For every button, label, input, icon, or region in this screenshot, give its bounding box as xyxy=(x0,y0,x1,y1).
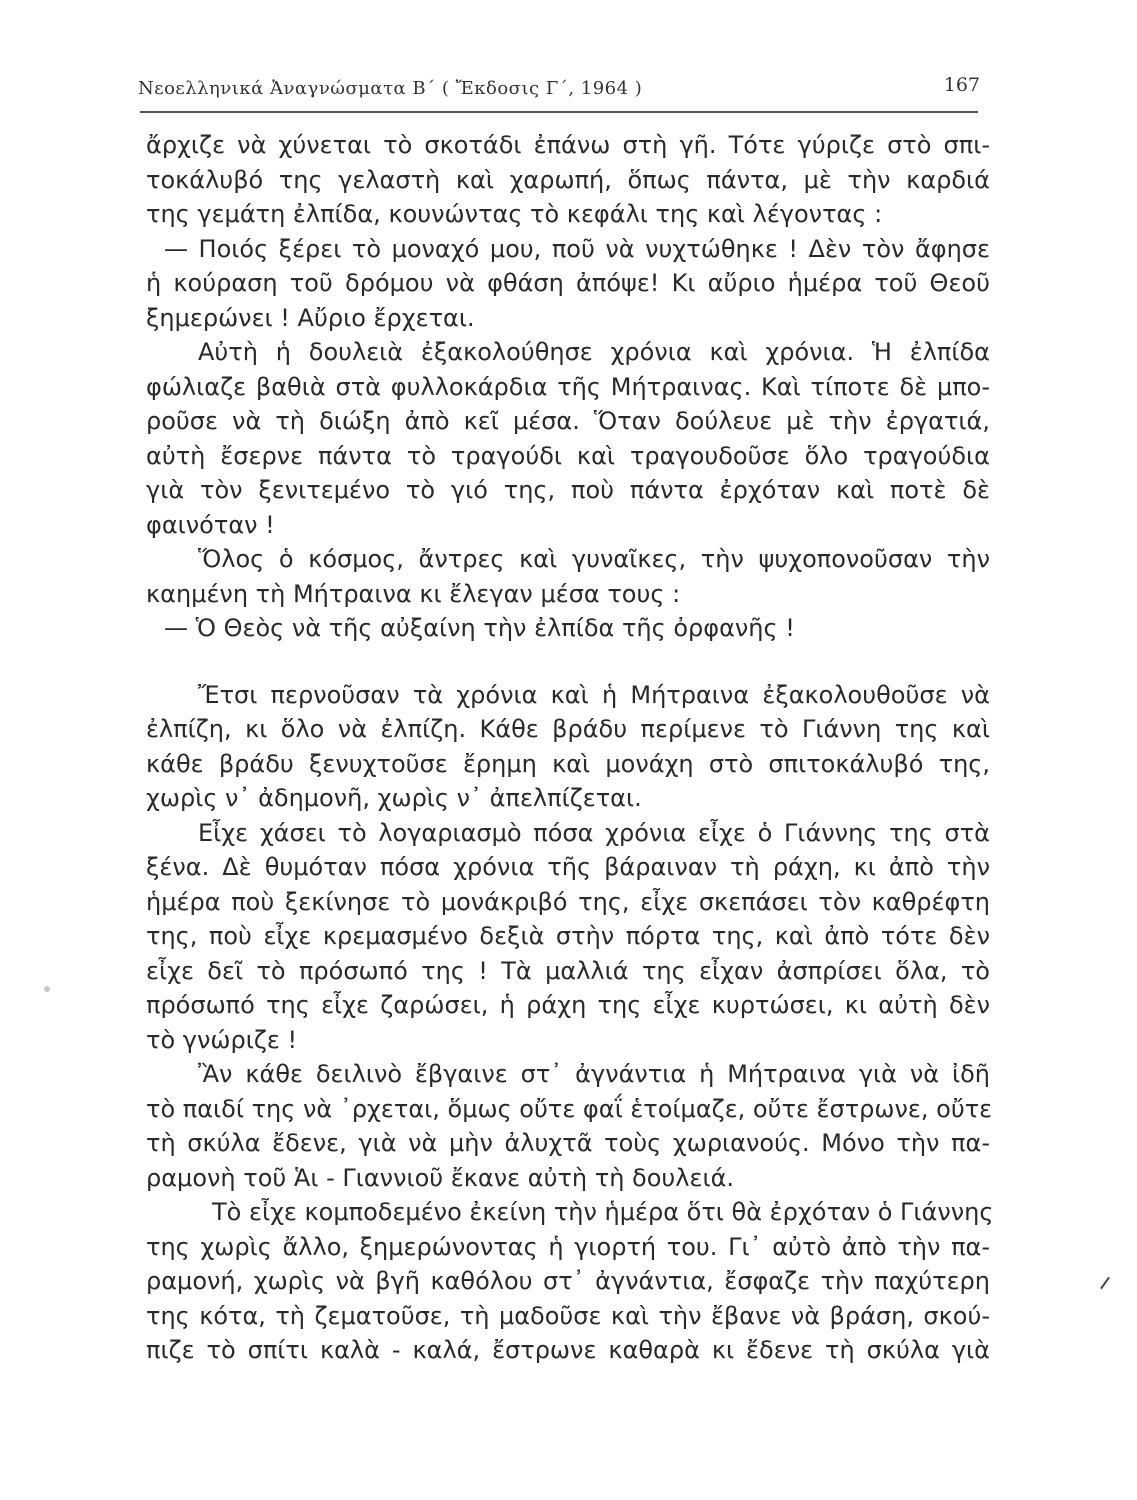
page-header xyxy=(138,74,980,108)
dialogue-line: — Ποιός ξέρει τὸ μοναχό μου, ποῦ νὰ νυχτώθηκε ! Δὲν τὸν ἄφησε xyxy=(164,234,990,263)
text-line: Ἔτσι περνοῦσαν τὰ χρόνια καὶ ἡ Μήτραινα ἐξακολουθοῦσε νὰ xyxy=(198,680,990,709)
text-line: χωρὶς ν᾽ ἀδημονῆ, χωρὶς ν᾽ ἀπελπίζεται. xyxy=(146,784,642,812)
text-line: Ὅλος ὁ κόσμος, ἄντρες καὶ γυναῖκες, τὴν ψυχοπονοῦσαν τὴν xyxy=(198,545,990,573)
text-line: πρόσωπό της εἶχε ζαρώσει, ἡ ράχη της εἶχε κυρτώσει, κι αὐτὴ δὲν xyxy=(146,991,990,1019)
text-line: ἐλπίζη, κι ὅλο νὰ ἐλπίζη. Κάθε βράδυ περίμενε τὸ Γιάννη της καὶ xyxy=(146,715,990,743)
text-line: κάθε βράδυ ξενυχτοῦσε ἔρημη καὶ μονάχη στὸ σπιτοκάλυβό της, xyxy=(146,749,990,778)
text-line: Εἶχε χάσει τὸ λογαριασμὸ πόσα χρόνια εἶχε ὁ Γιάννης της στὰ xyxy=(198,818,990,847)
text-line: τοκάλυβό της γελαστὴ καὶ χαρωπή, ὅπως πάντα, μὲ τὴν καρδιά xyxy=(146,165,990,194)
text-line: ξένα. Δὲ θυμόταν πόσα χρόνια τῆς βάραιναν τὴ ράχη, κι ἀπὸ τὴν xyxy=(146,853,990,881)
text-line: ραμονή, χωρὶς νὰ βγῆ καθόλου στ᾽ ἀγνάντια, ἔσφαζε τὴν παχύτερη xyxy=(146,1267,990,1295)
page-number: 167 xyxy=(943,74,980,96)
text-line: της γεμάτη ἐλπίδα, κουνώντας τὸ κεφάλι της καὶ λέγοντας : xyxy=(146,200,883,228)
text-line: τὴ σκύλα ἔδενε, γιὰ νὰ μὴν ἀλυχτᾶ τοὺς χωριανούς. Μόνο τὴν πα- xyxy=(146,1129,990,1157)
text-line: εἶχε δεῖ τὸ πρόσωπό της ! Τὰ μαλλιά της εἶχαν ἀσπρίσει ὅλα, τὸ xyxy=(146,956,990,985)
text-line: γιὰ τὸν ξενιτεμένο τὸ γιό της, ποὺ πάντα ἐρχόταν καὶ ποτὲ δὲ xyxy=(146,476,990,504)
text-line: φαινόταν ! xyxy=(146,510,275,539)
text-line: Τὸ εἶχε κομποδεμένο ἐκείνη τὴν ἡμέρα ὅτι θὰ ἐρχόταν ὁ Γιάννης xyxy=(212,1198,994,1226)
text-line: της χωρὶς ἄλλο, ξημερώνοντας ἡ γιορτή του. Γι᾽ αὐτὸ ἀπὸ τὴν πα- xyxy=(146,1232,990,1261)
text-line: τὸ γνώριζε ! xyxy=(146,1025,298,1054)
text-line: Ἂν κάθε δειλινὸ ἔβγαινε στ᾽ ἀγνάντια ἡ Μήτραινα γιὰ νὰ ἰδῆ xyxy=(198,1060,990,1088)
text-line: ραμονὴ τοῦ Ἁι - Γιαννιοῦ ἔκανε αὐτὴ τὴ δουλειά. xyxy=(146,1163,735,1192)
running-title: Νεοελληνικά Ἀναγνώσματα Β΄ ( Ἔκδοσις Γ΄, 1964 ) xyxy=(138,78,643,99)
section-gap xyxy=(146,646,990,678)
scan-mark xyxy=(1100,1277,1110,1290)
text-line: ἡμέρα ποὺ ξεκίνησε τὸ μονάκριβό της, εἶχε σκεπάσει τὸν καθρέφτη xyxy=(146,887,990,916)
dialogue-line: — Ὁ Θεὸς νὰ τῆς αὐξαίνη τὴν ἐλπίδα τῆς ὀρφανῆς ! xyxy=(164,614,795,642)
text-line: ἄρχιζε νὰ χύνεται τὸ σκοτάδι ἐπάνω στὴ γῆ. Τότε γύριζε στὸ σπι- xyxy=(146,131,990,159)
text-line: πιζε τὸ σπίτι καλὰ - καλά, ἔστρωνε καθαρὰ κι ἔδενε τὴ σκύλα γιὰ xyxy=(146,1336,990,1364)
text-line: καημένη τὴ Μήτραινα κι ἔλεγαν μέσα τους : xyxy=(146,579,681,608)
text-line: της, ποὺ εἶχε κρεμασμένο δεξιὰ στὴν πόρτα της, καὶ ἀπὸ τότε δὲν xyxy=(146,922,990,950)
text-line: ἡ κούραση τοῦ δρόμου νὰ φθάση ἀπόψε! Κι αὔριο ἡμέρα τοῦ Θεοῦ xyxy=(146,269,990,297)
header-rule xyxy=(140,111,978,113)
text-line: φώλιαζε βαθιὰ στὰ φυλλοκάρδια τῆς Μήτραινας. Καὶ τίποτε δὲ μπο- xyxy=(146,372,990,401)
text-line: ροῦσε νὰ τὴ διώξη ἀπὸ κεῖ μέσα. Ὅταν δούλευε μὲ τὴν ἐργατιά, xyxy=(146,407,990,435)
text-line: ξημερώνει ! Αὔριο ἔρχεται. xyxy=(146,303,475,332)
body-text xyxy=(146,128,994,1368)
scan-speck xyxy=(44,986,50,992)
text-line: αὐτὴ ἔσερνε πάντα τὸ τραγούδι καὶ τραγουδοῦσε ὅλο τραγούδια xyxy=(146,441,990,470)
text-line: της κότα, τὴ ζεματοῦσε, τὴ μαδοῦσε καὶ τὴν ἔβανε νὰ βράση, σκού- xyxy=(146,1301,990,1330)
text-line: Αὐτὴ ἡ δουλειὰ ἐξακολούθησε χρόνια καὶ χρόνια. Ἡ ἐλπίδα xyxy=(198,338,990,366)
text-line: τὸ παιδί της νὰ ᾽ρχεται, ὅμως οὔτε φαΐ ἑτοίμαζε, οὔτε ἔστρωνε, οὔτε xyxy=(146,1094,993,1123)
